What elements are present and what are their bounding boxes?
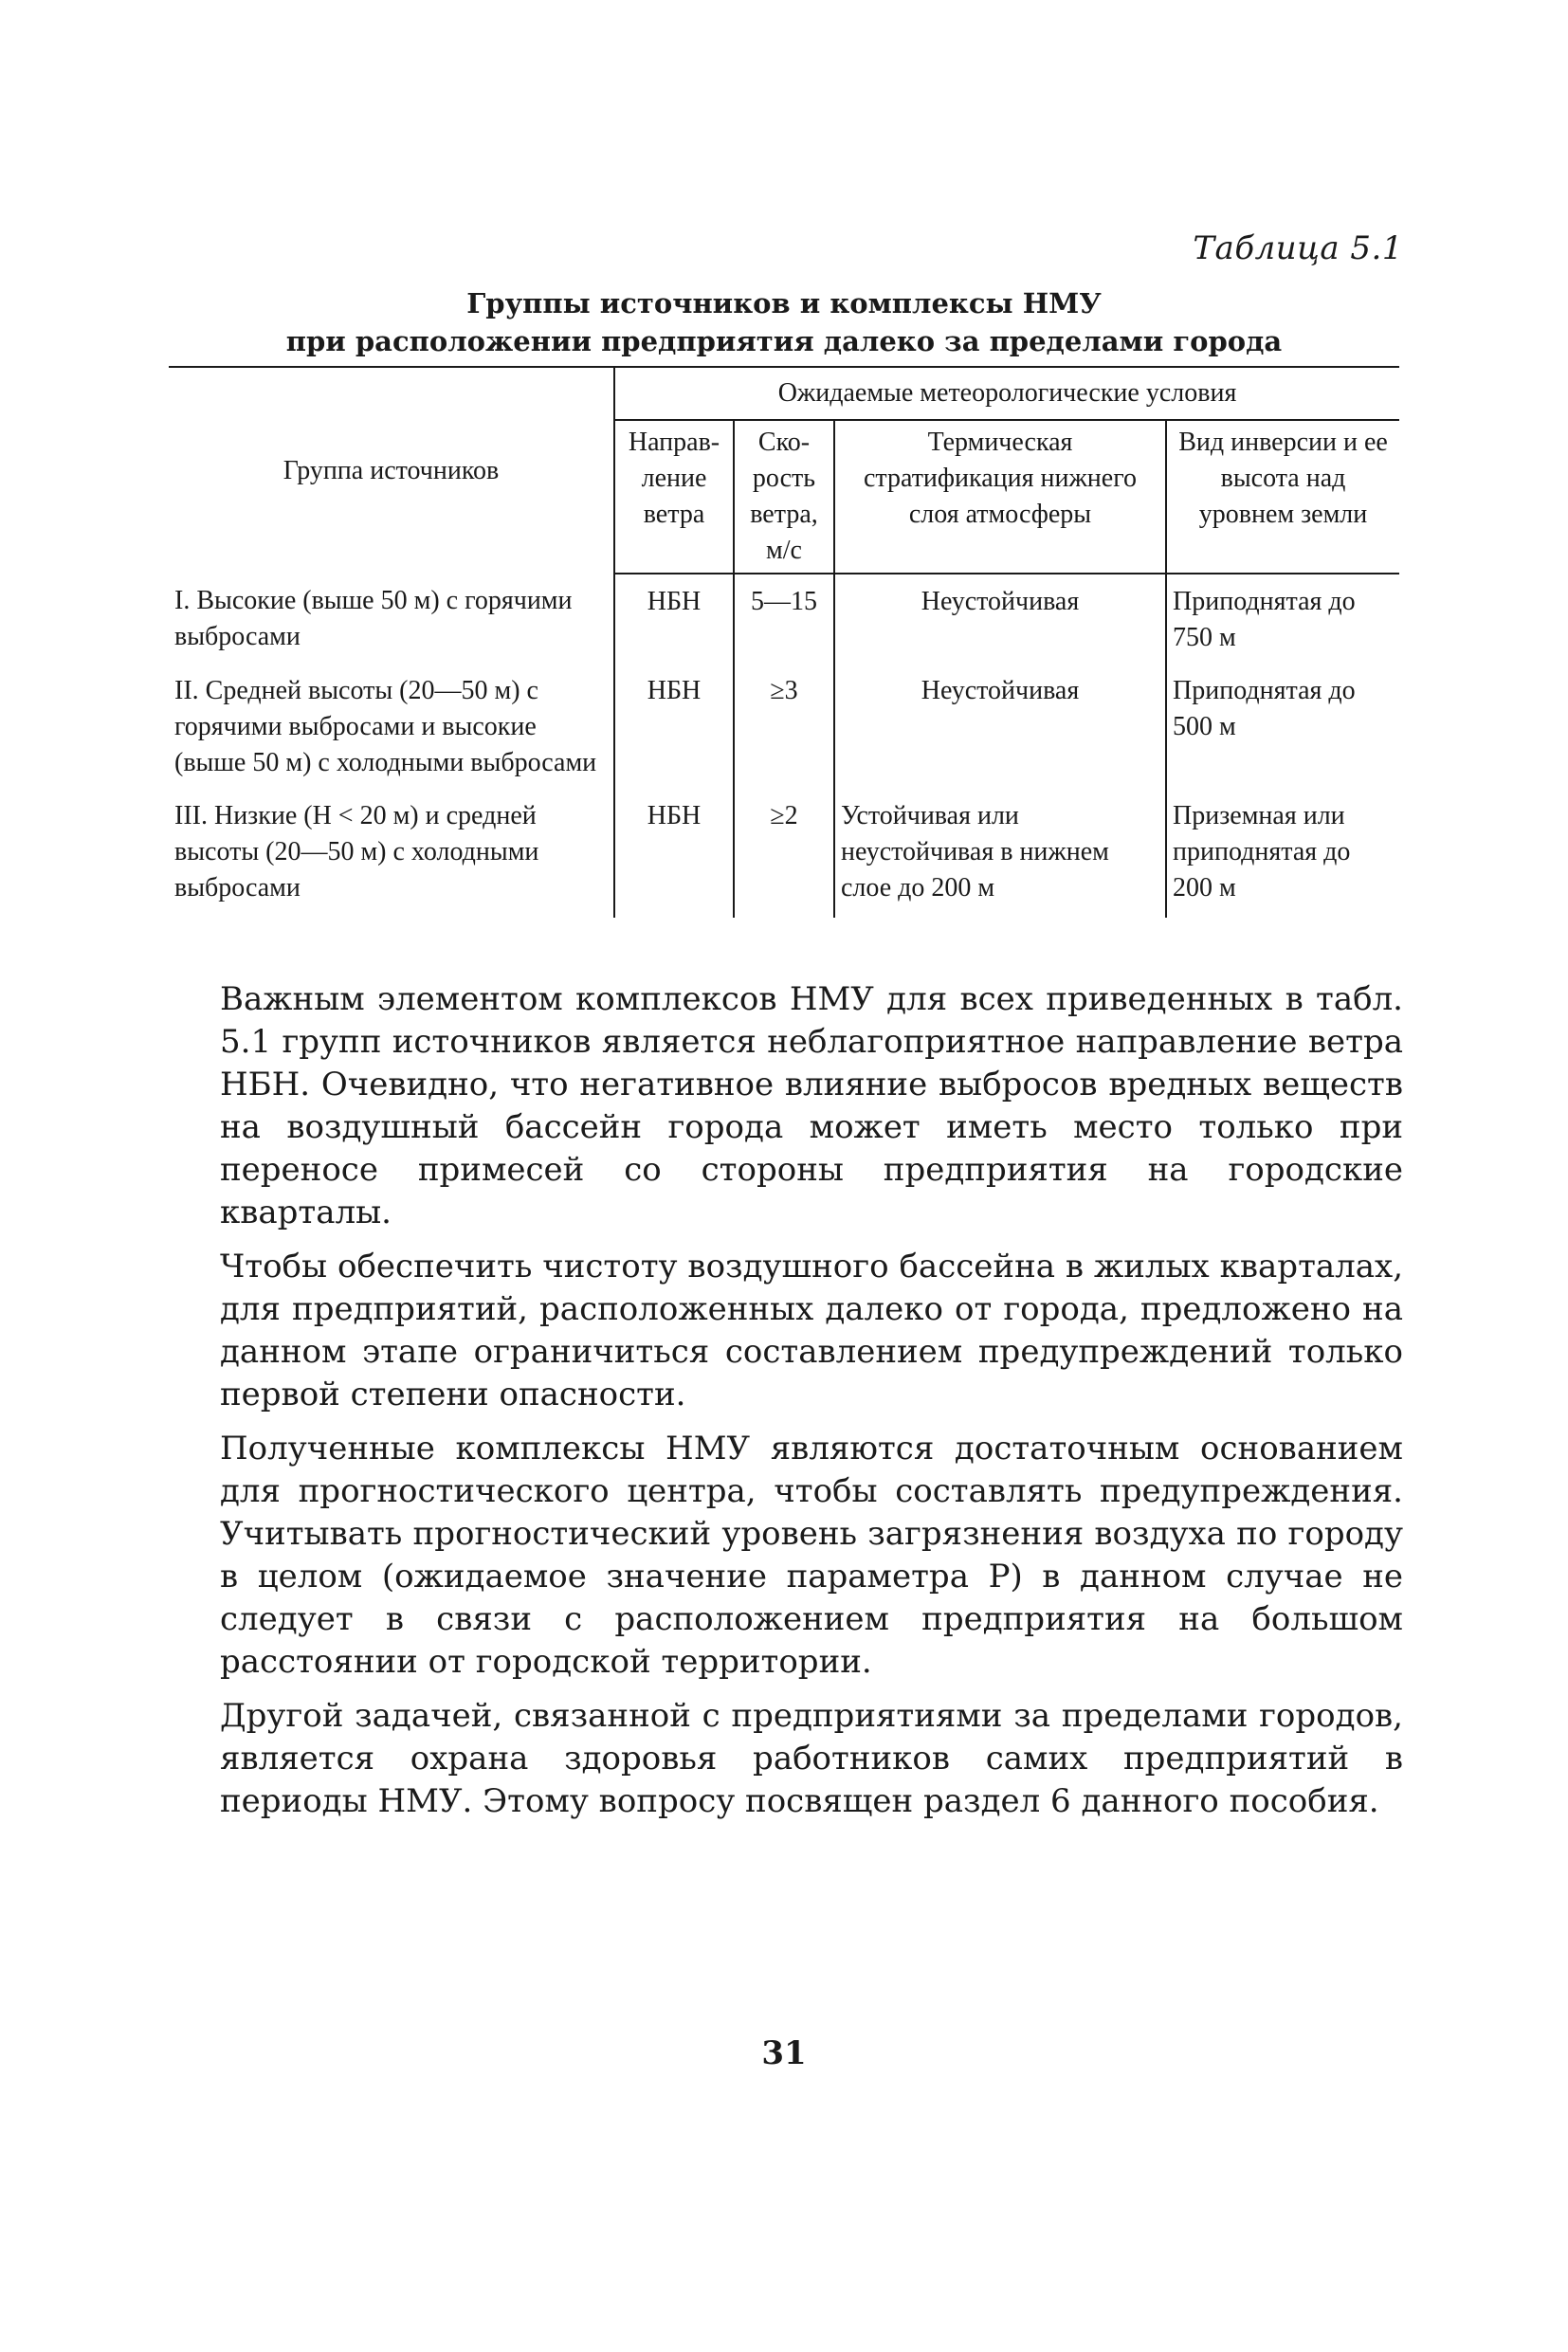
table-label: Таблица 5.1 [1193,229,1403,267]
header-wind-speed: Ско-рость ветра, м/с [734,420,834,574]
cell-inversion: Приподнятая до 500 м [1166,667,1399,793]
header-expected-conditions: Ожидаемые метеорологические условия [614,367,1399,420]
cell-group: I. Высокие (выше 50 м) с горячими выбросами [174,586,573,651]
cell-inversion: Приземная или приподнятая до 200 м [1166,793,1399,918]
cell-speed: ≥3 [734,667,834,793]
cell-direction: НБН [614,667,734,793]
cell-speed: ≥2 [734,793,834,918]
cell-stratification: Неустойчивая [834,667,1166,793]
header-inversion: Вид инверсии и ее высота над уровнем земли [1166,420,1399,574]
table-row [169,793,1399,918]
table-title-line-1: Группы источников и комплексы НМУ [466,287,1102,319]
header-source-group: Группа источников [169,367,614,574]
table-title [169,284,1399,360]
table-title-line-2: при расположении предприятия далеко за пределами города [285,325,1283,357]
cell-inversion: Приподнятая до 750 м [1166,574,1399,667]
source-groups-table [169,366,1399,918]
cell-group: II. Средней высоты (20—50 м) с горячими выбросами и высокие (выше 50 м) с холодными выбросами [174,676,597,777]
paragraph: Важным элементом комплексов НМУ для всех приведенных в табл. 5.1 групп источников является неблагоприятное направление ветра НБН. Очевидно, что негативное влияние выбросов вредных веществ на воздушный бассейн города может иметь место только при переносе примесей со стороны предприятия на городские кварталы. [220,980,1403,1231]
paragraph: Чтобы обеспечить чистоту воздушного бассейна в жилых кварталах, для предприятий, расположенных далеко от города, предложено на данном этапе ограничиться составлением предупреждений только первой степени опасности. [220,1248,1403,1413]
table-row [169,667,1399,793]
paragraph: Полученные комплексы НМУ являются достаточным основанием для прогностического центра, чтобы составлять предупреждения. Учитывать прогностический уровень загрязнения воздуха по городу в целом (ожидаемое значение параметра P) в данном случае не следует в связи с расположением предприятия на большом расстоянии от городской территории. [220,1430,1403,1681]
cell-speed: 5—15 [734,574,834,667]
header-stratification: Термическая стратификация нижнего слоя атмосферы [834,420,1166,574]
cell-direction: НБН [614,574,734,667]
table-row [169,574,1399,667]
cell-direction: НБН [614,793,734,918]
cell-stratification: Устойчивая или неустойчивая в нижнем слое до 200 м [834,793,1166,918]
header-wind-direction: Направ-ление ветра [614,420,734,574]
cell-group: III. Низкие (H < 20 м) и средней высоты (20—50 м) с холодными выбросами [174,801,539,903]
cell-stratification: Неустойчивая [834,574,1166,667]
page-number: 31 [761,2034,807,2072]
paragraph: Другой задачей, связанной с предприятиями за пределами городов, является охрана здоровья работников самих предприятий в периоды НМУ. Этому вопросу посвящен раздел 6 данного пособия. [220,1697,1403,1820]
body-text [220,978,1403,1834]
